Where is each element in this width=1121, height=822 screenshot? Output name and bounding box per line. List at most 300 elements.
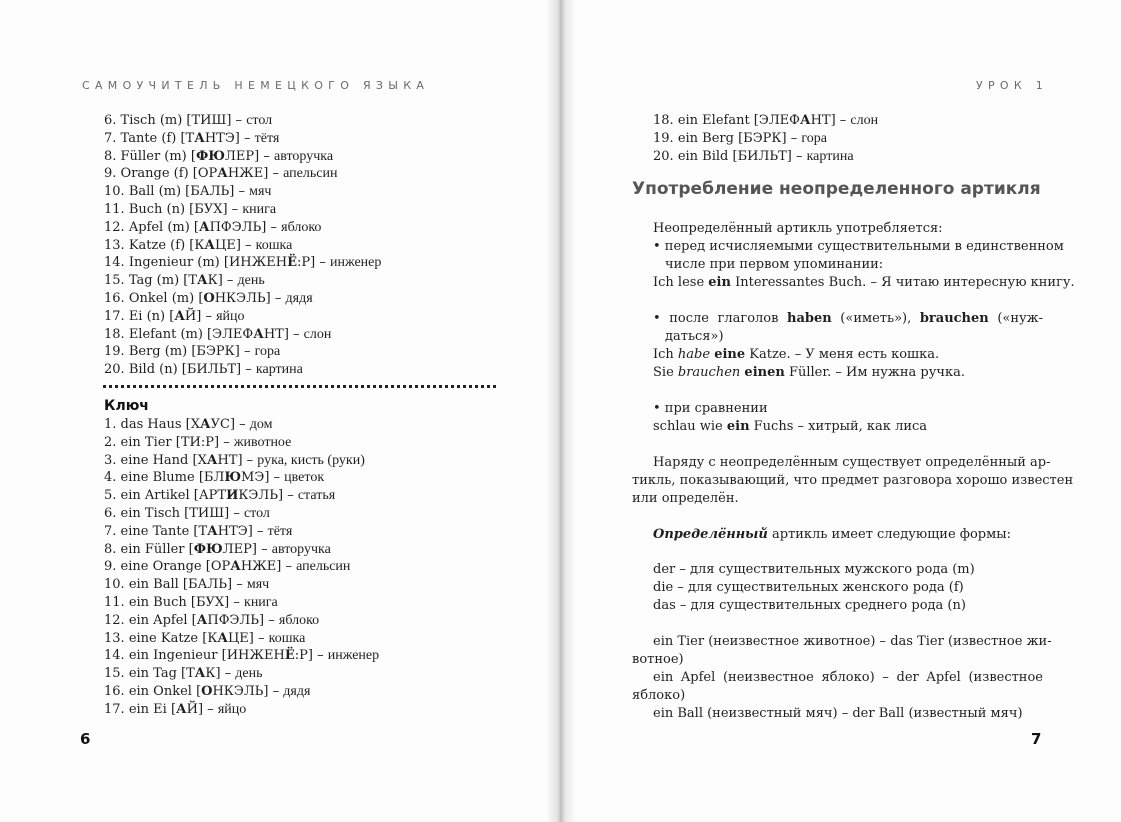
pronunciation: НТЭ xyxy=(217,523,248,539)
german-word: ein Apfel [ xyxy=(124,612,197,628)
article-emphasis: einen xyxy=(744,365,785,380)
pronunciation: ТИШ xyxy=(191,113,227,128)
pronunciation: ИНЖЕН xyxy=(228,255,288,271)
stressed-syllable: А xyxy=(194,666,206,682)
pronunciation: НКЭЛЬ xyxy=(212,684,264,699)
separator: ] – xyxy=(247,523,268,539)
comparison-line: ein Apfel (неизвестное яблоко) – der Apfel (известное xyxy=(653,670,1043,685)
translation: инженер xyxy=(327,648,380,664)
separator: ] – xyxy=(283,326,304,342)
separator: ] – xyxy=(234,130,255,146)
vocab-entry xyxy=(104,343,280,361)
stressed-syllable: ФЮ xyxy=(193,541,223,557)
example-text: schlau wie xyxy=(653,419,727,434)
example-line xyxy=(653,364,965,382)
german-word: Ingenieur (m) [ xyxy=(124,255,229,271)
vocab-entry xyxy=(104,469,324,487)
pronunciation: ОР xyxy=(197,166,218,182)
german-word: Onkel (m) [ xyxy=(124,291,204,306)
vocab-entry xyxy=(104,701,246,719)
pronunciation: ЭЛЕФ xyxy=(212,326,254,342)
vocab-entry xyxy=(104,219,321,237)
translation: слон xyxy=(303,326,332,342)
vocab-entry xyxy=(104,612,319,630)
vocab-entry xyxy=(104,272,265,290)
vocab-entry xyxy=(104,326,331,344)
entry-number: 20. xyxy=(104,362,125,378)
separator: ] – xyxy=(227,577,247,593)
stressed-syllable: А xyxy=(196,612,208,628)
bullet-comparison: • при сравнении xyxy=(653,401,768,416)
vocab-entry xyxy=(104,254,381,272)
vocab-entry xyxy=(653,112,878,130)
vocab-entry xyxy=(104,290,313,308)
vocab-entry xyxy=(104,165,337,183)
separator: ] – xyxy=(215,666,236,682)
translation: авторучка xyxy=(271,541,331,557)
vocab-entry xyxy=(104,523,292,541)
pronunciation: :Р xyxy=(294,648,308,664)
bullet-verbs-line2: даться») xyxy=(665,329,724,344)
separator: ] – xyxy=(226,113,247,128)
pronunciation: ТИШ xyxy=(189,506,225,521)
separator: ] – xyxy=(254,148,274,164)
vocab-entry xyxy=(104,541,331,559)
pronunciation: Х xyxy=(197,452,207,468)
german-word: ein Elefant [ xyxy=(673,113,759,128)
bullet-countable-line2: числе при первом упоминании: xyxy=(665,257,884,272)
pronunciation: НТ xyxy=(217,452,238,468)
separator: ] – xyxy=(196,308,217,324)
separator: ] – xyxy=(234,344,255,360)
stressed-syllable: А xyxy=(217,630,228,646)
stressed-syllable: Ё xyxy=(284,648,295,664)
german-word: Tante (f) [ xyxy=(116,130,186,146)
german-word: ein Füller [ xyxy=(116,541,194,557)
entry-number: 14. xyxy=(104,255,125,271)
vocab-entry xyxy=(104,630,305,648)
entry-number: 15. xyxy=(104,666,125,682)
translation: кошка xyxy=(255,237,293,253)
entry-number: 16. xyxy=(104,684,125,699)
entry-number: 11. xyxy=(104,595,125,610)
section-heading: Употребление неопределенного артикля xyxy=(632,179,1041,199)
entry-number: 4. xyxy=(104,470,117,486)
german-word: das Haus [ xyxy=(116,417,191,432)
translation: мяч xyxy=(246,577,270,593)
verb-emphasis: haben xyxy=(787,311,832,326)
german-word: Ball (m) [ xyxy=(124,184,191,200)
dotted-separator xyxy=(103,385,496,388)
german-word: ein Berg [ xyxy=(673,130,744,146)
bullet-text: («иметь»), xyxy=(831,311,920,326)
stressed-syllable: А xyxy=(199,219,210,235)
separator: ] – xyxy=(229,184,250,200)
vocab-entry xyxy=(104,576,269,594)
german-word: eine Hand [ xyxy=(116,452,198,468)
translation: тётя xyxy=(254,130,280,146)
german-word: ein Ei [ xyxy=(124,701,177,717)
stressed-syllable: О xyxy=(201,684,213,699)
entry-number: 13. xyxy=(104,237,125,253)
separator: ] – xyxy=(830,113,851,128)
key-heading: Ключ xyxy=(104,398,149,414)
pronunciation: ЛЕР xyxy=(222,541,252,557)
vocab-entry xyxy=(104,308,245,326)
entry-number: 14. xyxy=(104,648,125,664)
translation: яблоко xyxy=(281,219,322,235)
translation: книга xyxy=(244,595,278,610)
translation: апельсин xyxy=(283,166,338,182)
translation: картина xyxy=(255,362,303,378)
book-gutter xyxy=(545,0,577,822)
translation: яйцо xyxy=(216,308,245,324)
example-text: Sie xyxy=(653,365,678,380)
stressed-syllable: ФЮ xyxy=(195,148,226,164)
separator: ] – xyxy=(259,612,279,628)
german-word: ein Buch [ xyxy=(124,595,196,610)
separator: ] – xyxy=(276,559,297,575)
entry-number: 19. xyxy=(653,130,674,146)
pronunciation: МЭ xyxy=(241,470,265,486)
pronunciation: АРТ xyxy=(198,488,227,504)
translation: тётя xyxy=(267,523,293,539)
translation: кошка xyxy=(268,630,306,646)
vocab-entry xyxy=(104,487,335,505)
paragraph-line: тикль, показывающий, что предмет разговора хорошо известен xyxy=(632,473,1074,488)
separator: ] – xyxy=(235,237,256,253)
pronunciation: ЭЛЕФ xyxy=(758,113,800,128)
german-word: ein Bild [ xyxy=(673,148,738,164)
entry-number: 9. xyxy=(104,166,117,182)
translation: апельсин xyxy=(296,559,351,575)
pronunciation: Й xyxy=(186,701,198,717)
example-line xyxy=(653,346,939,364)
separator: ] – xyxy=(236,362,256,378)
vocab-entry xyxy=(104,647,379,665)
separator: ] – xyxy=(213,434,234,450)
german-word: ein Tier [ xyxy=(116,434,181,450)
german-word: eine Blume [ xyxy=(116,470,204,486)
vocab-entry xyxy=(104,665,263,683)
stressed-syllable: А xyxy=(176,701,187,717)
entry-number: 18. xyxy=(104,326,125,342)
definite-forms-text: артикль имеет следующие формы: xyxy=(767,527,1011,542)
translation: картина xyxy=(806,148,854,164)
article-das: das – для существительных среднего рода (n) xyxy=(653,598,966,613)
article-der: der – для существительных мужского рода (m) xyxy=(653,562,975,577)
separator: ] – xyxy=(786,148,807,164)
pronunciation: БИЛЬТ xyxy=(737,148,787,164)
pronunciation: НЖЕ xyxy=(227,166,264,182)
vocab-entry xyxy=(104,183,271,201)
entry-number: 9. xyxy=(104,559,117,575)
pronunciation: К xyxy=(194,237,205,253)
translation: цветок xyxy=(284,470,325,486)
translation: яйцо xyxy=(217,701,247,717)
comparison-line: вотное) xyxy=(632,652,684,667)
vocab-entry xyxy=(104,452,365,470)
paragraph-line: Наряду с неопределённым существует определённый ар- xyxy=(653,455,1051,470)
entry-number: 8. xyxy=(104,148,117,164)
pronunciation: БУХ xyxy=(195,595,225,610)
running-header-left: САМОУЧИТЕЛЬ НЕМЕЦКОГО ЯЗЫКА xyxy=(82,79,430,92)
entry-number: 7. xyxy=(104,523,117,539)
pronunciation: ЦЕ xyxy=(227,630,249,646)
separator: ] – xyxy=(229,417,250,432)
article-emphasis: ein xyxy=(726,419,750,434)
entry-number: 7. xyxy=(104,130,117,146)
translation: книга xyxy=(242,202,277,217)
translation: стол xyxy=(246,113,273,128)
entry-number: 17. xyxy=(104,701,125,717)
pronunciation: Й xyxy=(184,308,197,324)
comparison-line: ein Tier (неизвестное животное) – das Tier (известное жи- xyxy=(653,634,1052,649)
german-word: Füller (m) [ xyxy=(116,148,196,164)
page-number-left: 6 xyxy=(80,730,91,748)
verb-italic: habe xyxy=(677,347,711,362)
pronunciation: ЦЕ xyxy=(215,237,236,253)
german-word: Katze (f) [ xyxy=(124,237,195,253)
pronunciation: К xyxy=(205,666,216,682)
bullet-text: • после глаголов xyxy=(653,311,788,326)
translation: животное xyxy=(233,434,292,450)
vocab-entry xyxy=(104,416,273,434)
pronunciation: К xyxy=(207,273,218,289)
paragraph-line: или определён. xyxy=(632,491,739,506)
german-word: ein Ball [ xyxy=(124,577,188,593)
pronunciation: ПФЭЛЬ xyxy=(209,219,262,235)
german-word: ein Tag [ xyxy=(124,666,187,682)
pronunciation: :Р xyxy=(297,255,311,271)
entry-number: 6. xyxy=(104,113,117,128)
entry-number: 16. xyxy=(104,291,125,306)
german-word: Elefant (m) [ xyxy=(124,326,213,342)
pronunciation: НКЭЛЬ xyxy=(214,291,266,306)
example-text: Fuchs – хитрый, как лиса xyxy=(749,419,928,434)
pronunciation: Х xyxy=(190,417,201,432)
bullet-countable-line1: • перед исчисляемыми существительными в единственном xyxy=(653,239,1064,254)
entry-number: 5. xyxy=(104,488,117,504)
translation: гора xyxy=(254,344,281,360)
entry-number: 12. xyxy=(104,612,125,628)
german-word: ein Artikel [ xyxy=(116,488,199,504)
separator: ] – xyxy=(224,506,244,521)
verb-emphasis: brauchen xyxy=(919,311,989,326)
pronunciation: ИНЖЕН xyxy=(226,648,285,664)
vocab-entry xyxy=(104,237,292,255)
bullet-verbs-line1 xyxy=(653,310,1043,328)
separator: ] – xyxy=(264,470,285,486)
separator: ] – xyxy=(222,202,243,217)
running-header-right: УРОК 1 xyxy=(976,79,1049,92)
stressed-syllable: О xyxy=(203,291,215,306)
translation: авторучка xyxy=(273,148,334,164)
article-die: die – для существительных женского рода (f) xyxy=(653,580,964,595)
pronunciation: НТ xyxy=(810,113,831,128)
verb-italic: brauchen xyxy=(677,365,741,380)
vocab-entry xyxy=(104,130,279,148)
pronunciation: БУХ xyxy=(194,202,223,217)
separator: ] – xyxy=(261,219,282,235)
comparison-line: ein Ball (неизвестный мяч) – der Ball (известный мяч) xyxy=(653,706,1023,721)
translation: яблоко xyxy=(278,612,320,628)
entry-number: 10. xyxy=(104,577,125,593)
page-number-right: 7 xyxy=(1031,730,1042,748)
pronunciation: БИЛЬТ xyxy=(186,362,237,378)
translation: день xyxy=(237,273,265,289)
separator: ] – xyxy=(251,541,272,557)
entry-number: 15. xyxy=(104,273,125,289)
stressed-syllable: А xyxy=(194,130,205,146)
separator: ] – xyxy=(217,273,238,289)
example-text: Katze. – У меня есть кошка. xyxy=(745,347,940,362)
separator: ] – xyxy=(263,684,284,699)
translation: день xyxy=(235,666,263,682)
german-word: Tisch (m) [ xyxy=(116,113,192,128)
example-text: Ich xyxy=(653,347,678,362)
separator: ] – xyxy=(263,166,284,182)
pronunciation: КЭЛЬ xyxy=(238,488,278,504)
pronunciation: НТ xyxy=(263,326,284,342)
article-emphasis: eine xyxy=(714,347,746,362)
separator: ] – xyxy=(278,488,298,504)
german-word: ein Onkel [ xyxy=(124,684,202,699)
pronunciation: БЭРК xyxy=(196,344,235,360)
translation: мяч xyxy=(249,184,272,200)
separator: ] – xyxy=(237,452,258,468)
translation: стол xyxy=(243,506,270,521)
entry-number: 19. xyxy=(104,344,125,360)
example-text: Füller. – Им нужна ручка. xyxy=(784,365,966,380)
translation: гора xyxy=(801,130,827,146)
pronunciation: ПФЭЛЬ xyxy=(207,612,260,628)
pronunciation: ЛЕР xyxy=(225,148,255,164)
pronunciation: БАЛЬ xyxy=(188,577,228,593)
vocab-entry xyxy=(104,505,270,523)
stressed-syllable: Ю xyxy=(224,470,242,486)
vocab-entry xyxy=(104,434,291,452)
definite-term: Определённый xyxy=(653,527,768,542)
german-word: eine Tante [ xyxy=(116,523,199,539)
vocab-entry xyxy=(104,148,333,166)
stressed-syllable: А xyxy=(174,308,185,324)
example-line xyxy=(653,418,927,436)
german-word: Orange (f) [ xyxy=(116,166,198,182)
entry-number: 12. xyxy=(104,219,125,235)
pronunciation: Т xyxy=(185,130,195,146)
german-word: ein Tisch [ xyxy=(116,506,190,521)
translation: слон xyxy=(850,113,879,128)
pronunciation: К xyxy=(207,630,218,646)
pronunciation: БАЛЬ xyxy=(190,184,230,200)
separator: ] – xyxy=(265,291,286,306)
separator: ] – xyxy=(781,130,802,146)
translation: дядя xyxy=(283,684,311,699)
entry-number: 8. xyxy=(104,541,117,557)
separator: ] – xyxy=(224,595,245,610)
pronunciation: ТИ:Р xyxy=(180,434,214,450)
vocab-entry xyxy=(104,201,276,219)
translation: инженер xyxy=(329,255,382,271)
separator: ] – xyxy=(307,648,328,664)
stressed-syllable: А xyxy=(207,523,218,539)
stressed-syllable: А xyxy=(253,326,264,342)
german-word: Apfel (m) [ xyxy=(124,219,199,235)
example-line xyxy=(653,274,1075,292)
stressed-syllable: А xyxy=(197,273,208,289)
german-word: Bild (n) [ xyxy=(124,362,187,378)
german-word: eine Orange [ xyxy=(116,559,211,575)
german-word: Tag (m) [ xyxy=(124,273,189,289)
entry-number: 10. xyxy=(104,184,125,200)
pronunciation: ОР xyxy=(210,559,231,575)
stressed-syllable: Ё xyxy=(287,255,297,271)
vocab-entry xyxy=(104,683,310,701)
german-word: Buch (n) [ xyxy=(124,202,195,217)
german-word: eine Katze [ xyxy=(124,630,208,646)
separator: ] – xyxy=(310,255,330,271)
entry-number: 17. xyxy=(104,308,125,324)
entry-number: 6. xyxy=(104,506,117,521)
translation: статья xyxy=(297,488,336,504)
entry-number: 13. xyxy=(104,630,125,646)
translation: дом xyxy=(249,417,273,432)
example-text: Ich lese xyxy=(653,275,709,290)
stressed-syllable: А xyxy=(206,452,218,468)
german-word: Ei (n) [ xyxy=(124,308,175,324)
vocab-entry xyxy=(104,112,272,130)
vocab-entry xyxy=(104,594,278,612)
vocab-entry xyxy=(653,130,827,148)
separator: ] – xyxy=(197,701,218,717)
entry-number: 18. xyxy=(653,113,674,128)
vocab-entry xyxy=(104,558,350,576)
pronunciation: Т xyxy=(198,523,208,539)
pronunciation: НЖЕ xyxy=(240,559,277,575)
stressed-syllable: А xyxy=(217,166,228,182)
article-emphasis: ein xyxy=(708,275,731,290)
stressed-syllable: И xyxy=(226,488,239,504)
pronunciation: Т xyxy=(188,273,198,289)
entry-number: 20. xyxy=(653,148,674,164)
example-text: Interessantes Buch. – Я читаю интересную книгу. xyxy=(730,275,1075,290)
pronunciation: Т xyxy=(186,666,195,682)
bullet-text: («нуж- xyxy=(988,311,1044,326)
vocab-entry xyxy=(104,361,303,379)
pronunciation: БЛ xyxy=(203,470,225,486)
stressed-syllable: А xyxy=(230,559,241,575)
vocab-entry xyxy=(653,148,854,166)
stressed-syllable: А xyxy=(204,237,215,253)
entry-number: 11. xyxy=(104,202,125,217)
german-word: ein Ingenieur [ xyxy=(124,648,227,664)
pronunciation: УС xyxy=(210,417,230,432)
german-word: Berg (m) [ xyxy=(124,344,197,360)
definite-forms-intro xyxy=(653,526,1011,544)
separator: ] – xyxy=(248,630,269,646)
translation: рука, кисть (руки) xyxy=(257,452,365,468)
stressed-syllable: А xyxy=(200,417,211,432)
intro-line: Неопределённый артикль употребляется: xyxy=(653,221,943,236)
entry-number: 3. xyxy=(104,452,117,468)
comparison-line: яблоко) xyxy=(632,688,686,703)
pronunciation: БЭРК xyxy=(743,130,782,146)
stressed-syllable: А xyxy=(799,113,811,128)
entry-number: 1. xyxy=(104,417,117,432)
translation: дядя xyxy=(285,291,313,306)
pronunciation: НТЭ xyxy=(204,130,235,146)
